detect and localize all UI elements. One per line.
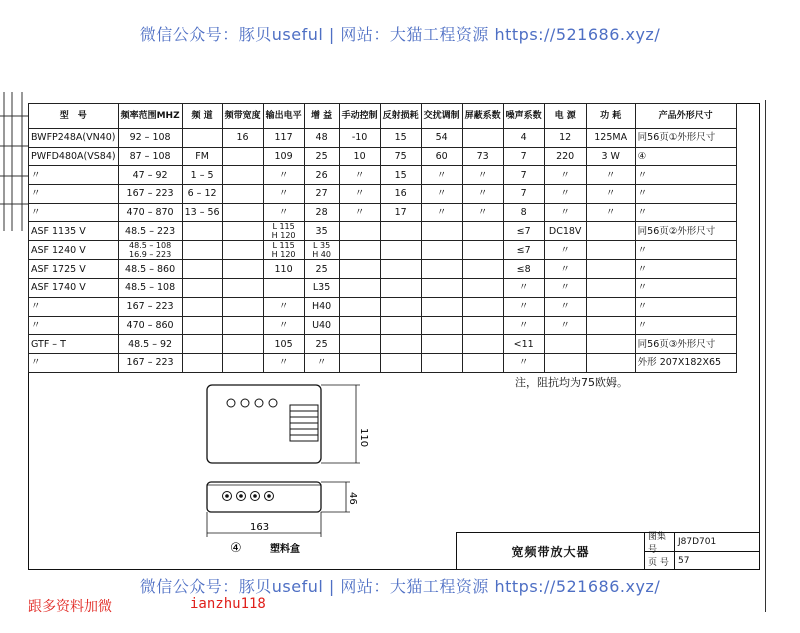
table-cell: 60 bbox=[421, 147, 462, 166]
table-cell: 125MA bbox=[586, 129, 635, 148]
table-cell: 109 bbox=[263, 147, 304, 166]
table-cell: 7 bbox=[503, 185, 544, 204]
table-cell: 15 bbox=[380, 166, 421, 185]
table-cell: 48.5 – 108 bbox=[118, 279, 182, 298]
table-cell: 13 – 56 bbox=[182, 203, 222, 222]
table-cell: 110 bbox=[263, 260, 304, 279]
column-header: 手动控制 bbox=[339, 104, 380, 129]
table-cell: 〃 bbox=[421, 203, 462, 222]
binding-strip bbox=[0, 86, 30, 236]
table-cell: ASF 1135 V bbox=[29, 222, 119, 241]
table-cell bbox=[462, 353, 503, 372]
side-view bbox=[207, 482, 321, 512]
table-cell: ≤7 bbox=[503, 241, 544, 260]
drawing-caption: 塑料盒 bbox=[270, 544, 300, 555]
table-cell bbox=[222, 316, 263, 335]
table-cell bbox=[586, 316, 635, 335]
table-cell: U40 bbox=[304, 316, 339, 335]
table-cell: H40 bbox=[304, 297, 339, 316]
table-cell: 〃 bbox=[544, 203, 586, 222]
table-cell: L 115 H 120 bbox=[263, 222, 304, 241]
table-row bbox=[29, 166, 737, 185]
table-cell bbox=[421, 279, 462, 298]
table-cell bbox=[380, 260, 421, 279]
column-header: 输出电平 bbox=[263, 104, 304, 129]
table-cell: 75 bbox=[380, 147, 421, 166]
column-header: 交扰调制 bbox=[421, 104, 462, 129]
table-cell: 〃 bbox=[263, 316, 304, 335]
table-cell: ≤7 bbox=[503, 222, 544, 241]
table-cell: 〃 bbox=[29, 297, 119, 316]
table-cell: 〃 bbox=[339, 203, 380, 222]
table-cell: 〃 bbox=[29, 353, 119, 372]
contact-label: 跟多资料加微 bbox=[28, 599, 112, 615]
table-cell bbox=[182, 129, 222, 148]
table-cell: 17 bbox=[380, 203, 421, 222]
table-cell bbox=[182, 316, 222, 335]
page-label: 页 号 bbox=[644, 551, 674, 570]
table-cell bbox=[380, 316, 421, 335]
table-cell: 〃 bbox=[635, 166, 736, 185]
table-cell: 48 bbox=[304, 129, 339, 148]
table-cell: 〃 bbox=[263, 185, 304, 204]
table-cell: 外形 207X182X65 bbox=[635, 353, 736, 372]
contact-id: ianzhu118 bbox=[190, 596, 266, 612]
table-cell: 〃 bbox=[635, 203, 736, 222]
enclosure-drawing bbox=[180, 372, 420, 557]
table-cell: 〃 bbox=[304, 353, 339, 372]
table-cell: DC18V bbox=[544, 222, 586, 241]
table-cell bbox=[421, 316, 462, 335]
table-cell bbox=[182, 222, 222, 241]
table-cell: 〃 bbox=[635, 279, 736, 298]
table-cell: 〃 bbox=[635, 297, 736, 316]
table-cell: 〃 bbox=[263, 297, 304, 316]
watermark-bottom: 微信公众号：豚贝useful | 网站：大猫工程资源 https://521686.xyz/ bbox=[139, 577, 661, 596]
table-cell: 〃 bbox=[586, 166, 635, 185]
table-cell bbox=[182, 279, 222, 298]
table-cell bbox=[182, 260, 222, 279]
table-cell: 105 bbox=[263, 335, 304, 354]
impedance-note: 注，阻抗均为75欧姆。 bbox=[515, 376, 628, 389]
table-cell bbox=[586, 335, 635, 354]
table-cell: 〃 bbox=[544, 279, 586, 298]
table-cell: 〃 bbox=[635, 260, 736, 279]
table-row bbox=[29, 316, 737, 335]
drawing-marker: ④ bbox=[230, 541, 242, 556]
table-cell: 25 bbox=[304, 260, 339, 279]
table-cell: 26 bbox=[304, 166, 339, 185]
table-cell: 〃 bbox=[503, 316, 544, 335]
table-cell: 〃 bbox=[544, 297, 586, 316]
knob-icon bbox=[255, 399, 263, 407]
table-cell bbox=[586, 353, 635, 372]
dim-width-label: 163 bbox=[250, 522, 270, 533]
table-cell bbox=[544, 353, 586, 372]
table-cell: 〃 bbox=[29, 203, 119, 222]
table-cell: ASF 1725 V bbox=[29, 260, 119, 279]
table-cell bbox=[462, 129, 503, 148]
spec-table bbox=[28, 103, 737, 373]
page-number: 57 bbox=[674, 551, 760, 570]
table-cell: 48.5 – 223 bbox=[118, 222, 182, 241]
table-cell: 〃 bbox=[544, 241, 586, 260]
table-cell: 〃 bbox=[635, 316, 736, 335]
table-cell: 470 – 860 bbox=[118, 316, 182, 335]
table-cell bbox=[222, 260, 263, 279]
table-cell bbox=[339, 316, 380, 335]
table-cell: 〃 bbox=[462, 185, 503, 204]
table-cell: 1 – 5 bbox=[182, 166, 222, 185]
table-cell bbox=[462, 335, 503, 354]
table-cell: 7 bbox=[503, 166, 544, 185]
table-cell bbox=[586, 260, 635, 279]
table-cell bbox=[421, 335, 462, 354]
knob-icon bbox=[269, 399, 277, 407]
table-cell: -10 bbox=[339, 129, 380, 148]
table-cell: 48.5 – 108 16.9 – 223 bbox=[118, 241, 182, 260]
table-cell: 〃 bbox=[339, 166, 380, 185]
table-cell: 15 bbox=[380, 129, 421, 148]
table-cell: 〃 bbox=[635, 185, 736, 204]
table-cell: 同56页①外形尺寸 bbox=[635, 129, 736, 148]
table-row bbox=[29, 260, 737, 279]
table-cell bbox=[421, 260, 462, 279]
table-cell bbox=[339, 241, 380, 260]
column-header: 屏蔽系数 bbox=[462, 104, 503, 129]
table-cell: 25 bbox=[304, 335, 339, 354]
table-cell bbox=[222, 335, 263, 354]
table-cell: 〃 bbox=[462, 166, 503, 185]
table-cell: BWFP248A(VN40) bbox=[29, 129, 119, 148]
table-cell: PWFD480A(VS84) bbox=[29, 147, 119, 166]
table-cell bbox=[462, 241, 503, 260]
column-header: 频带宽度 bbox=[222, 104, 263, 129]
table-cell: 6 – 12 bbox=[182, 185, 222, 204]
column-header: 频率范围MHZ bbox=[118, 104, 182, 129]
table-cell: FM bbox=[182, 147, 222, 166]
table-cell: 〃 bbox=[29, 166, 119, 185]
table-cell: ASF 1740 V bbox=[29, 279, 119, 298]
table-cell bbox=[182, 353, 222, 372]
column-header: 频 道 bbox=[182, 104, 222, 129]
table-cell: 〃 bbox=[586, 185, 635, 204]
title-block bbox=[456, 532, 760, 570]
table-cell: 〃 bbox=[421, 185, 462, 204]
table-cell: L 35 H 40 bbox=[304, 241, 339, 260]
table-cell: 167 – 223 bbox=[118, 185, 182, 204]
table-cell: 〃 bbox=[339, 185, 380, 204]
front-view bbox=[207, 385, 321, 463]
table-cell bbox=[182, 297, 222, 316]
table-cell: 〃 bbox=[421, 166, 462, 185]
table-cell bbox=[222, 353, 263, 372]
table-cell bbox=[182, 241, 222, 260]
watermark-top: 微信公众号：豚贝useful | 网站：大猫工程资源 https://521686.xyz/ bbox=[139, 25, 661, 44]
table-cell bbox=[421, 241, 462, 260]
table-cell: 〃 bbox=[544, 185, 586, 204]
table-row bbox=[29, 353, 737, 372]
table-cell: L35 bbox=[304, 279, 339, 298]
table-row bbox=[29, 335, 737, 354]
table-cell: ④ bbox=[635, 147, 736, 166]
margin-line bbox=[765, 100, 766, 612]
column-header: 增 益 bbox=[304, 104, 339, 129]
table-cell bbox=[339, 297, 380, 316]
table-cell: 27 bbox=[304, 185, 339, 204]
table-cell: 48.5 – 92 bbox=[118, 335, 182, 354]
table-cell: 470 – 870 bbox=[118, 203, 182, 222]
table-row bbox=[29, 203, 737, 222]
drawing-title: 宽频带放大器 bbox=[456, 532, 644, 570]
table-cell: 48.5 – 860 bbox=[118, 260, 182, 279]
table-cell bbox=[222, 185, 263, 204]
table-cell: ASF 1240 V bbox=[29, 241, 119, 260]
table-cell: 同56页②外形尺寸 bbox=[635, 222, 736, 241]
table-row bbox=[29, 185, 737, 204]
table-cell bbox=[380, 222, 421, 241]
knob-icon bbox=[267, 494, 271, 498]
table-row bbox=[29, 147, 737, 166]
table-cell bbox=[586, 279, 635, 298]
vent-grille-icon bbox=[290, 405, 318, 441]
column-header: 反射损耗 bbox=[380, 104, 421, 129]
table-cell: 〃 bbox=[263, 203, 304, 222]
table-cell bbox=[222, 166, 263, 185]
table-cell: 〃 bbox=[503, 353, 544, 372]
table-cell bbox=[339, 279, 380, 298]
table-row bbox=[29, 279, 737, 298]
table-cell: 〃 bbox=[263, 353, 304, 372]
table-cell bbox=[339, 335, 380, 354]
table-cell: 117 bbox=[263, 129, 304, 148]
column-header: 功 耗 bbox=[586, 104, 635, 129]
column-header: 型 号 bbox=[29, 104, 119, 129]
table-cell bbox=[339, 260, 380, 279]
table-cell bbox=[462, 260, 503, 279]
table-cell: 25 bbox=[304, 147, 339, 166]
table-cell: 〃 bbox=[263, 166, 304, 185]
table-cell bbox=[462, 279, 503, 298]
dim-depth-label: 46 bbox=[347, 492, 358, 505]
table-cell: 10 bbox=[339, 147, 380, 166]
table-cell bbox=[380, 241, 421, 260]
table-row bbox=[29, 241, 737, 260]
table-cell bbox=[222, 297, 263, 316]
table-cell: 4 bbox=[503, 129, 544, 148]
table-cell bbox=[462, 297, 503, 316]
table-cell: 167 – 223 bbox=[118, 297, 182, 316]
table-cell: 〃 bbox=[544, 316, 586, 335]
table-cell: 73 bbox=[462, 147, 503, 166]
table-cell bbox=[222, 279, 263, 298]
table-cell: 〃 bbox=[503, 279, 544, 298]
table-cell: 16 bbox=[380, 185, 421, 204]
table-cell: 同56页③外形尺寸 bbox=[635, 335, 736, 354]
table-cell bbox=[263, 279, 304, 298]
table-cell bbox=[544, 335, 586, 354]
table-cell: 220 bbox=[544, 147, 586, 166]
knob-icon bbox=[239, 494, 243, 498]
knob-icon bbox=[241, 399, 249, 407]
table-cell bbox=[421, 222, 462, 241]
table-cell bbox=[586, 297, 635, 316]
table-cell: 〃 bbox=[29, 185, 119, 204]
table-cell: <11 bbox=[503, 335, 544, 354]
column-header: 电 源 bbox=[544, 104, 586, 129]
dim-height-label: 110 bbox=[358, 428, 369, 448]
table-cell: ≤8 bbox=[503, 260, 544, 279]
table-cell: 47 – 92 bbox=[118, 166, 182, 185]
table-cell bbox=[586, 241, 635, 260]
table-cell: 92 – 108 bbox=[118, 129, 182, 148]
table-cell bbox=[380, 297, 421, 316]
table-cell: 〃 bbox=[503, 297, 544, 316]
table-cell bbox=[380, 279, 421, 298]
table-cell bbox=[222, 203, 263, 222]
table-cell: 〃 bbox=[635, 241, 736, 260]
table-cell bbox=[222, 147, 263, 166]
table-cell bbox=[462, 222, 503, 241]
table-cell: 〃 bbox=[462, 203, 503, 222]
table-cell: 167 – 223 bbox=[118, 353, 182, 372]
knob-icon bbox=[225, 494, 229, 498]
column-header: 噪声系数 bbox=[503, 104, 544, 129]
atlas-label: 图集号 bbox=[644, 532, 674, 551]
knob-icon bbox=[227, 399, 235, 407]
table-cell: GTF – T bbox=[29, 335, 119, 354]
table-cell bbox=[421, 297, 462, 316]
table-cell bbox=[380, 335, 421, 354]
knob-icon bbox=[253, 494, 257, 498]
table-cell: 54 bbox=[421, 129, 462, 148]
table-cell: 〃 bbox=[29, 316, 119, 335]
table-cell bbox=[339, 222, 380, 241]
table-cell bbox=[339, 353, 380, 372]
table-cell bbox=[182, 335, 222, 354]
table-cell: L 115 H 120 bbox=[263, 241, 304, 260]
table-cell bbox=[380, 353, 421, 372]
table-cell: 〃 bbox=[586, 203, 635, 222]
table-cell bbox=[421, 353, 462, 372]
atlas-number: J87D701 bbox=[674, 532, 760, 551]
table-cell: 8 bbox=[503, 203, 544, 222]
table-cell: 28 bbox=[304, 203, 339, 222]
table-cell bbox=[586, 222, 635, 241]
table-row bbox=[29, 222, 737, 241]
table-cell bbox=[462, 316, 503, 335]
table-cell: 〃 bbox=[544, 166, 586, 185]
table-row bbox=[29, 297, 737, 316]
table-cell: 35 bbox=[304, 222, 339, 241]
table-cell: 7 bbox=[503, 147, 544, 166]
table-row bbox=[29, 129, 737, 148]
column-header: 产品外形尺寸 bbox=[635, 104, 736, 129]
table-cell: 87 – 108 bbox=[118, 147, 182, 166]
table-cell bbox=[222, 222, 263, 241]
header-row bbox=[29, 104, 737, 129]
table-cell: 12 bbox=[544, 129, 586, 148]
table-cell: 3 W bbox=[586, 147, 635, 166]
table-cell bbox=[222, 241, 263, 260]
table-cell: 〃 bbox=[544, 260, 586, 279]
table-cell: 16 bbox=[222, 129, 263, 148]
